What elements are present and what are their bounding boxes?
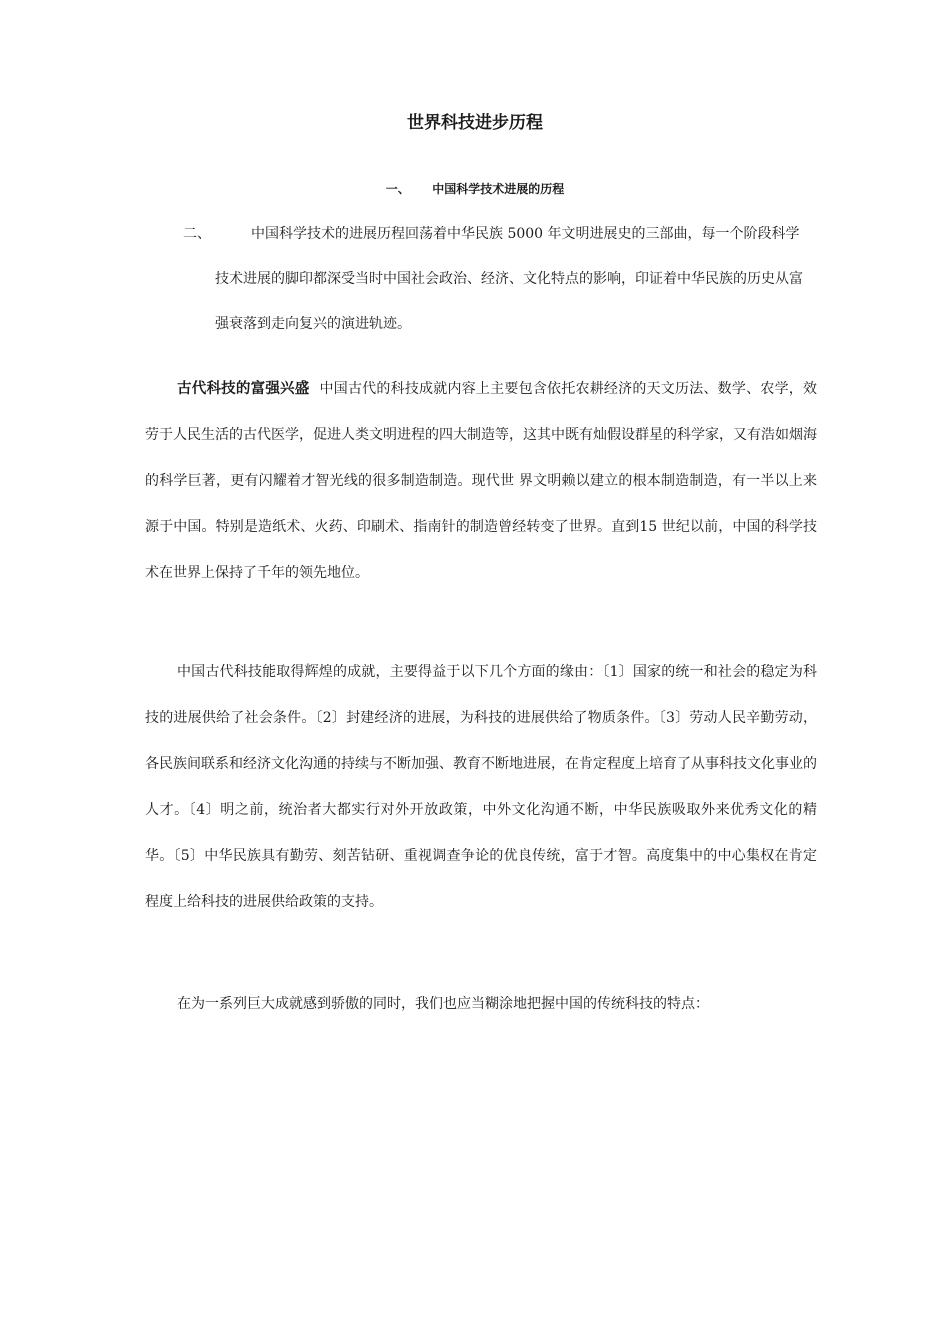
document-title: 世界科技进步历程 <box>407 113 543 133</box>
section-2-text: 中国科学技术的进展历程回荡着中华民族 5000 年文明进展史的三部曲，每一个阶段科学技术进展的脚印都深受当时中国社会政治、经济、文化特点的影响，印证着中华民族的历史从富强衰落到走向复兴的演进轨迹。 <box>215 226 803 332</box>
paragraph-ancient-tech <box>145 366 817 596</box>
section-2-marker: 二、 <box>183 226 211 242</box>
paragraph-features-intro: 在为一系列巨大成就感到骄傲的同时，我们也应当糊涂地把握中国的传统科技的特点： <box>177 996 709 1012</box>
section-heading-1 <box>0 180 950 198</box>
paragraph-text: 中国古代的科技成就内容上主要包含依托农耕经济的天文历法、数学、农学，效劳于人民生活的古代医学，促进人类文明进程的四大制造等，这其中既有灿假设群星的科学家，又有浩如烟海的科学巨著，更有闪耀着才智光线的很多制造制造。现代世 界文明赖以建立的根本制造制造，有一半以上来源于中国。特别是造纸术、火药、印刷术、指南针的制造曾经转变了世界。直到15 世纪以前，中国的科学技术在世界上保持了千年的领先地位。 <box>145 381 818 581</box>
paragraph-reasons: 中国古代科技能取得辉煌的成就，主要得益于以下几个方面的缘由：〔1〕国家的统一和社会的稳定为科技的进展供给了社会条件。〔2〕封建经济的进展，为科技的进展供给了物质条件。〔3〕劳动人民辛勤劳动，各民族间联系和经济文化沟通的持续与不断加强、教育不断地进展，在肯定程度上培育了从事科技文化事业的人才。〔4〕明之前，统治者大都实行对外开放政策，中外文化沟通不断，中华民族吸取外来优秀文化的精华。〔5〕中华民族具有勤劳、刻苦钻研、重视调查争论的优良传统，富于才智。高度集中的中心集权在肯定程度上给科技的进展供给政策的支持。 <box>145 664 817 910</box>
section-1-marker: 一、 <box>385 182 410 196</box>
section-1-label: 中国科学技术进展的历程 <box>432 182 565 196</box>
paragraph-heading: 古代科技的富强兴盛 <box>177 381 310 397</box>
